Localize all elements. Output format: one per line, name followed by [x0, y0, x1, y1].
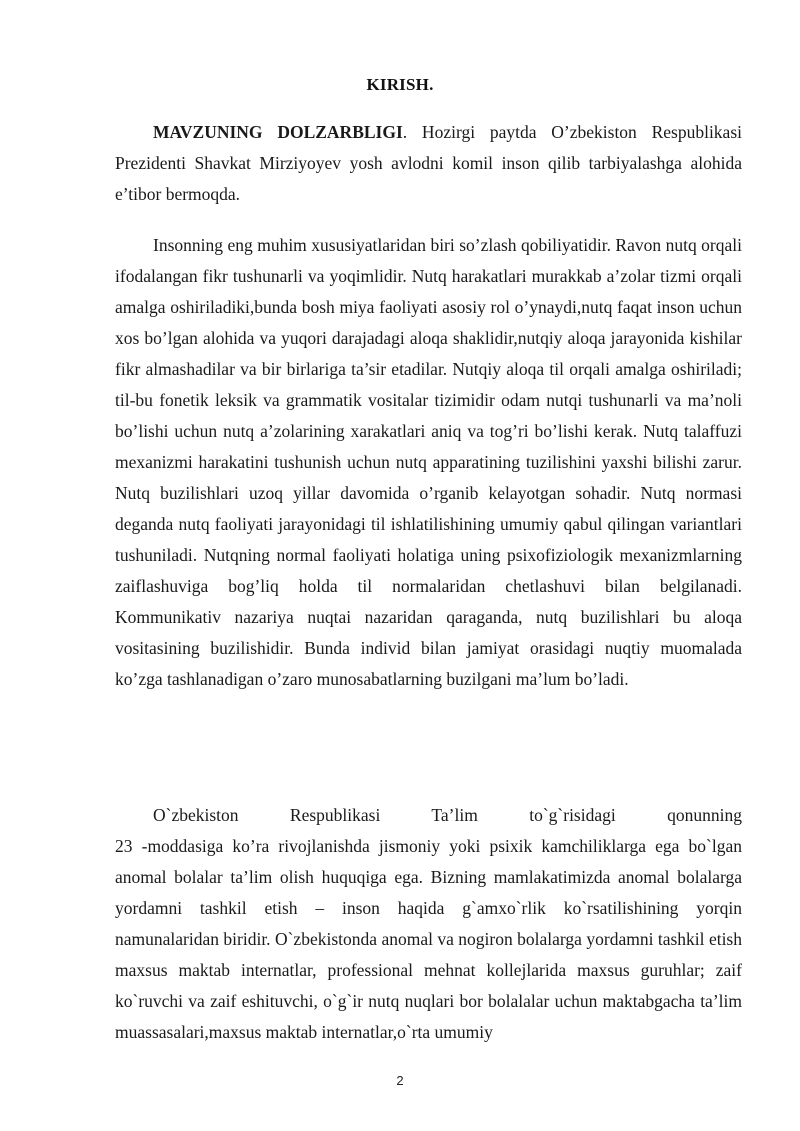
paragraph-law: [115, 800, 742, 1048]
page-number: 2: [396, 1073, 404, 1088]
page-title: KIRISH.: [366, 75, 434, 94]
paragraph-text: . Hozirgi paytda O’zbekiston Respublikasi Prezidenti Shavkat Mirziyoyev yosh avlodni komil inson qilib tarbiyalashga alohida e’tibor bermoqda.: [115, 122, 742, 204]
paragraph-relevance: [115, 117, 742, 210]
paragraph-text: 23 -moddasiga ko’ra rivojlanishda jismoniy yoki psixik kamchiliklarga ega bo`lgan anomal bolalar ta’lim olish huquqiga ega. Bizning mamlakatimizda anomal bolalarga yordamni tashkil etish – inson haqida g`amxo`rlik ko`rsatilishining yorqin namunalaridan biridir. O`zbekistonda anomal va nogiron bolalarga yordamni tashkil etish maxsus maktab internatlar, professional mehnat kollejlarida maxsus guruhlar; zaif ko`ruvchi va zaif eshituvchi, o`g`ir nutq nuqlari bor bolalalar uchun maktabgacha ta’lim muassasalari,maxsus maktab internatlar,o`rta umumiy: [115, 836, 742, 1042]
paragraph-speech: Insonning eng muhim xususiyatlaridan biri so’zlash qobiliyatidir. Ravon nutq orqali ifodalangan fikr tushunarli va yoqimlidir. Nutq harakatlari murakkab a’zolar tizmi orqali amalga oshiriladiki,bunda bosh miya faoliyati asosiy rol o’ynaydi,nutq faqat inson uchun xos bo’lgan alohida va yuqori darajadagi aloqa shaklidir,nutqiy aloqa jarayonida kishilar fikr almashadilar va bir birlariga ta’sir etadilar. Nutqiy aloqa til orqali amalga oshiriladi; til-bu fonetik leksik va grammatik vositalar tizimidir odam nutqi tushunarli va ma’noli bo’lishi uchun nutq a’zolarining xarakatlari aniq va tog’ri bo’lishi kerak. Nutq talaffuzi mexanizmi harakatini tushunish uchun nutq apparatining tuzilishini yaxshi bilishi zarur. Nutq buzilishlari uzoq yillar davomida o’rganib kelayotgan sohadir. Nutq normasi deganda nutq faoliyati jarayonidagi til ishlatilishining umumiy qabul qilingan variantlari tushuniladi. Nutqning normal faoliyati holatiga uning psixofiziologik mexanizmlarning zaiflashuviga bog’liq holda til normalaridan chetlashuvi bilan belgilanadi. Kommunikativ nazariya nuqtai nazaridan qaraganda, nutq buzilishlari bu aloqa vositasining buzilishidir. Bunda individ bilan jamiyat orasidagi nuqtiy muomalada ko’zga tashlanadigan o’zaro munosabatlarning buzilgani ma’lum bo’ladi.: [115, 235, 742, 689]
paragraph-lead-heading: MAVZUNING DOLZARBLIGI: [153, 122, 403, 142]
paragraph-first-line: O`zbekiston Respublikasi Ta’lim to`g`risidagi qonunning: [153, 805, 742, 825]
